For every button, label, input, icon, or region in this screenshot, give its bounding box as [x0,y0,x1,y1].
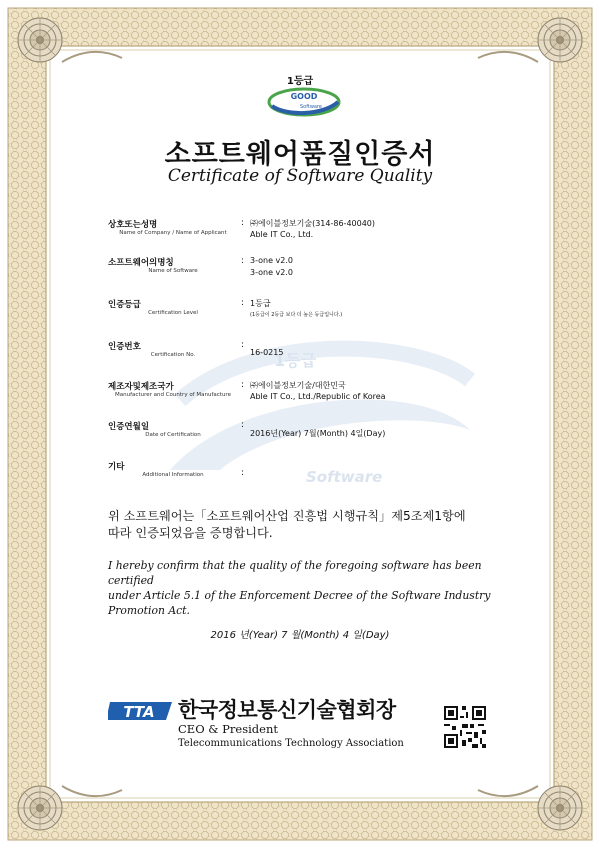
good-software-logo [266,84,342,118]
certification-level-badge: 1등급 [286,76,314,87]
field-note: (1등급이 2등급 보다 더 높은 등급입니다.) [250,312,343,318]
confirmation-text-english [108,558,528,618]
issuer-name-korean: 한국정보통신기술협회장 [178,698,396,722]
title-korean: 소프트웨어품질인증서 [164,139,436,170]
field-label-en: Additional Information [142,472,204,478]
field-value: ㈜에이블정보기술(314-86-40040) [250,219,376,228]
tta-logo [108,698,174,724]
field-label-ko: 제조자및제조국가 [108,382,174,392]
title-english: Certificate of Software Quality [167,166,433,186]
field-label-ko: 기타 [108,462,125,472]
qr-code [442,704,488,750]
field-label-en: Date of Certification [145,432,201,438]
confirmation-en-line: under Article 5.1 of the Enforcement Decree of the Software Industry [108,589,491,602]
issue-date: 2016 년(Year) 7 월(Month) 4 일(Day) [210,630,390,641]
confirmation-en-line: I hereby confirm that the quality of the foregoing software has been certified [108,559,482,587]
confirmation-en-line: Promotion Act. [108,604,190,617]
watermark-word: Software [306,468,383,486]
tta-logo-text: TTA [123,703,155,721]
field-label-ko: 상호또는성명 [108,220,158,230]
issuer-organization: Telecommunications Technology Association [178,738,404,749]
field-label-ko: 소프트웨어의명칭 [108,258,174,268]
field-value-en: 3-one v2.0 [250,268,294,277]
corner-ornament-top-left [18,18,62,62]
field-label-ko: 인증번호 [108,342,141,352]
confirmation-text-korean [108,508,528,542]
confirmation-ko-line: 위 소프트웨어는「소프트웨어산업 진흥법 시행규칙」제5조제1항에 [108,509,466,523]
field-label-en: Name of Company / Name of Applicant [119,230,227,236]
issuer-title: CEO & President [178,722,278,736]
field-label-en: Certification No. [150,352,196,358]
logo-text-top: GOOD [290,92,318,101]
watermark-level: 1등급 [274,351,317,370]
field-value: 16-0215 [250,348,284,357]
field-value: ㈜에이블정보기술/대한민국 [250,381,346,390]
field-label-en: Certification Level [148,310,198,316]
certificate-content: 1등급 Software 1등급 GOOD Software 소프트웨어품질인증서 Certificate of Software Quality 상호또는성명 Name of Company / Name of Applicant : ㈜에이블정보기술(314-86-40040) Able IT Co., Ltd. 소프트웨어의명칭 Name of Software : 3-one v2.0 3-one v2.0 인증등급 Certification Level : 1등급 (1등급이 2등급 보다 더 높은 등급입니다.) 인증번호 Certification No. : 16-0215 제조자및제조국가 Manufacturer and Country of Manufacture : ㈜에이블정보기술/대한민국 Able IT Co., Ltd./Republic of Korea 인증연월일 Date of Certification : 2016년(Year) 7월(Month) 4일(Day) 기타 Additional Information : 위 소프트웨어는「소프트웨어산업 진흥법 시행규칙」제5조제1항에 따라 인증되었음을 증명합니다. I hereby confirm that the quality of the foregoing software has been certified under Article 5.1 of the Enforcement Decree of the Software Industry Promotion Act. 2016 년(Year) 7 월(Month) 4 일(Day) TTA 한국정보통신기술협회장 CEO & President Telecommunications Technology Association [70,58,530,788]
confirmation-ko-line: 따라 인증되었음을 증명합니다. [108,526,273,540]
corner-ornament-top-right [538,18,582,62]
field-label-ko: 인증등급 [108,300,141,310]
field-label-ko: 인증연월일 [108,422,150,432]
logo-text-bottom: Software [299,104,323,110]
field-value: 1등급 [250,299,271,308]
field-label-en: Manufacturer and Country of Manufacture [115,392,231,398]
field-value: 2016년(Year) 7월(Month) 4일(Day) [250,429,386,438]
field-value-en: Able IT Co., Ltd. [250,230,314,239]
corner-ornament-bottom-right [538,786,582,830]
corner-ornament-bottom-left [18,786,62,830]
field-label-en: Name of Software [148,268,198,274]
field-value: 3-one v2.0 [250,256,294,265]
field-value-en: Able IT Co., Ltd./Republic of Korea [250,392,386,401]
